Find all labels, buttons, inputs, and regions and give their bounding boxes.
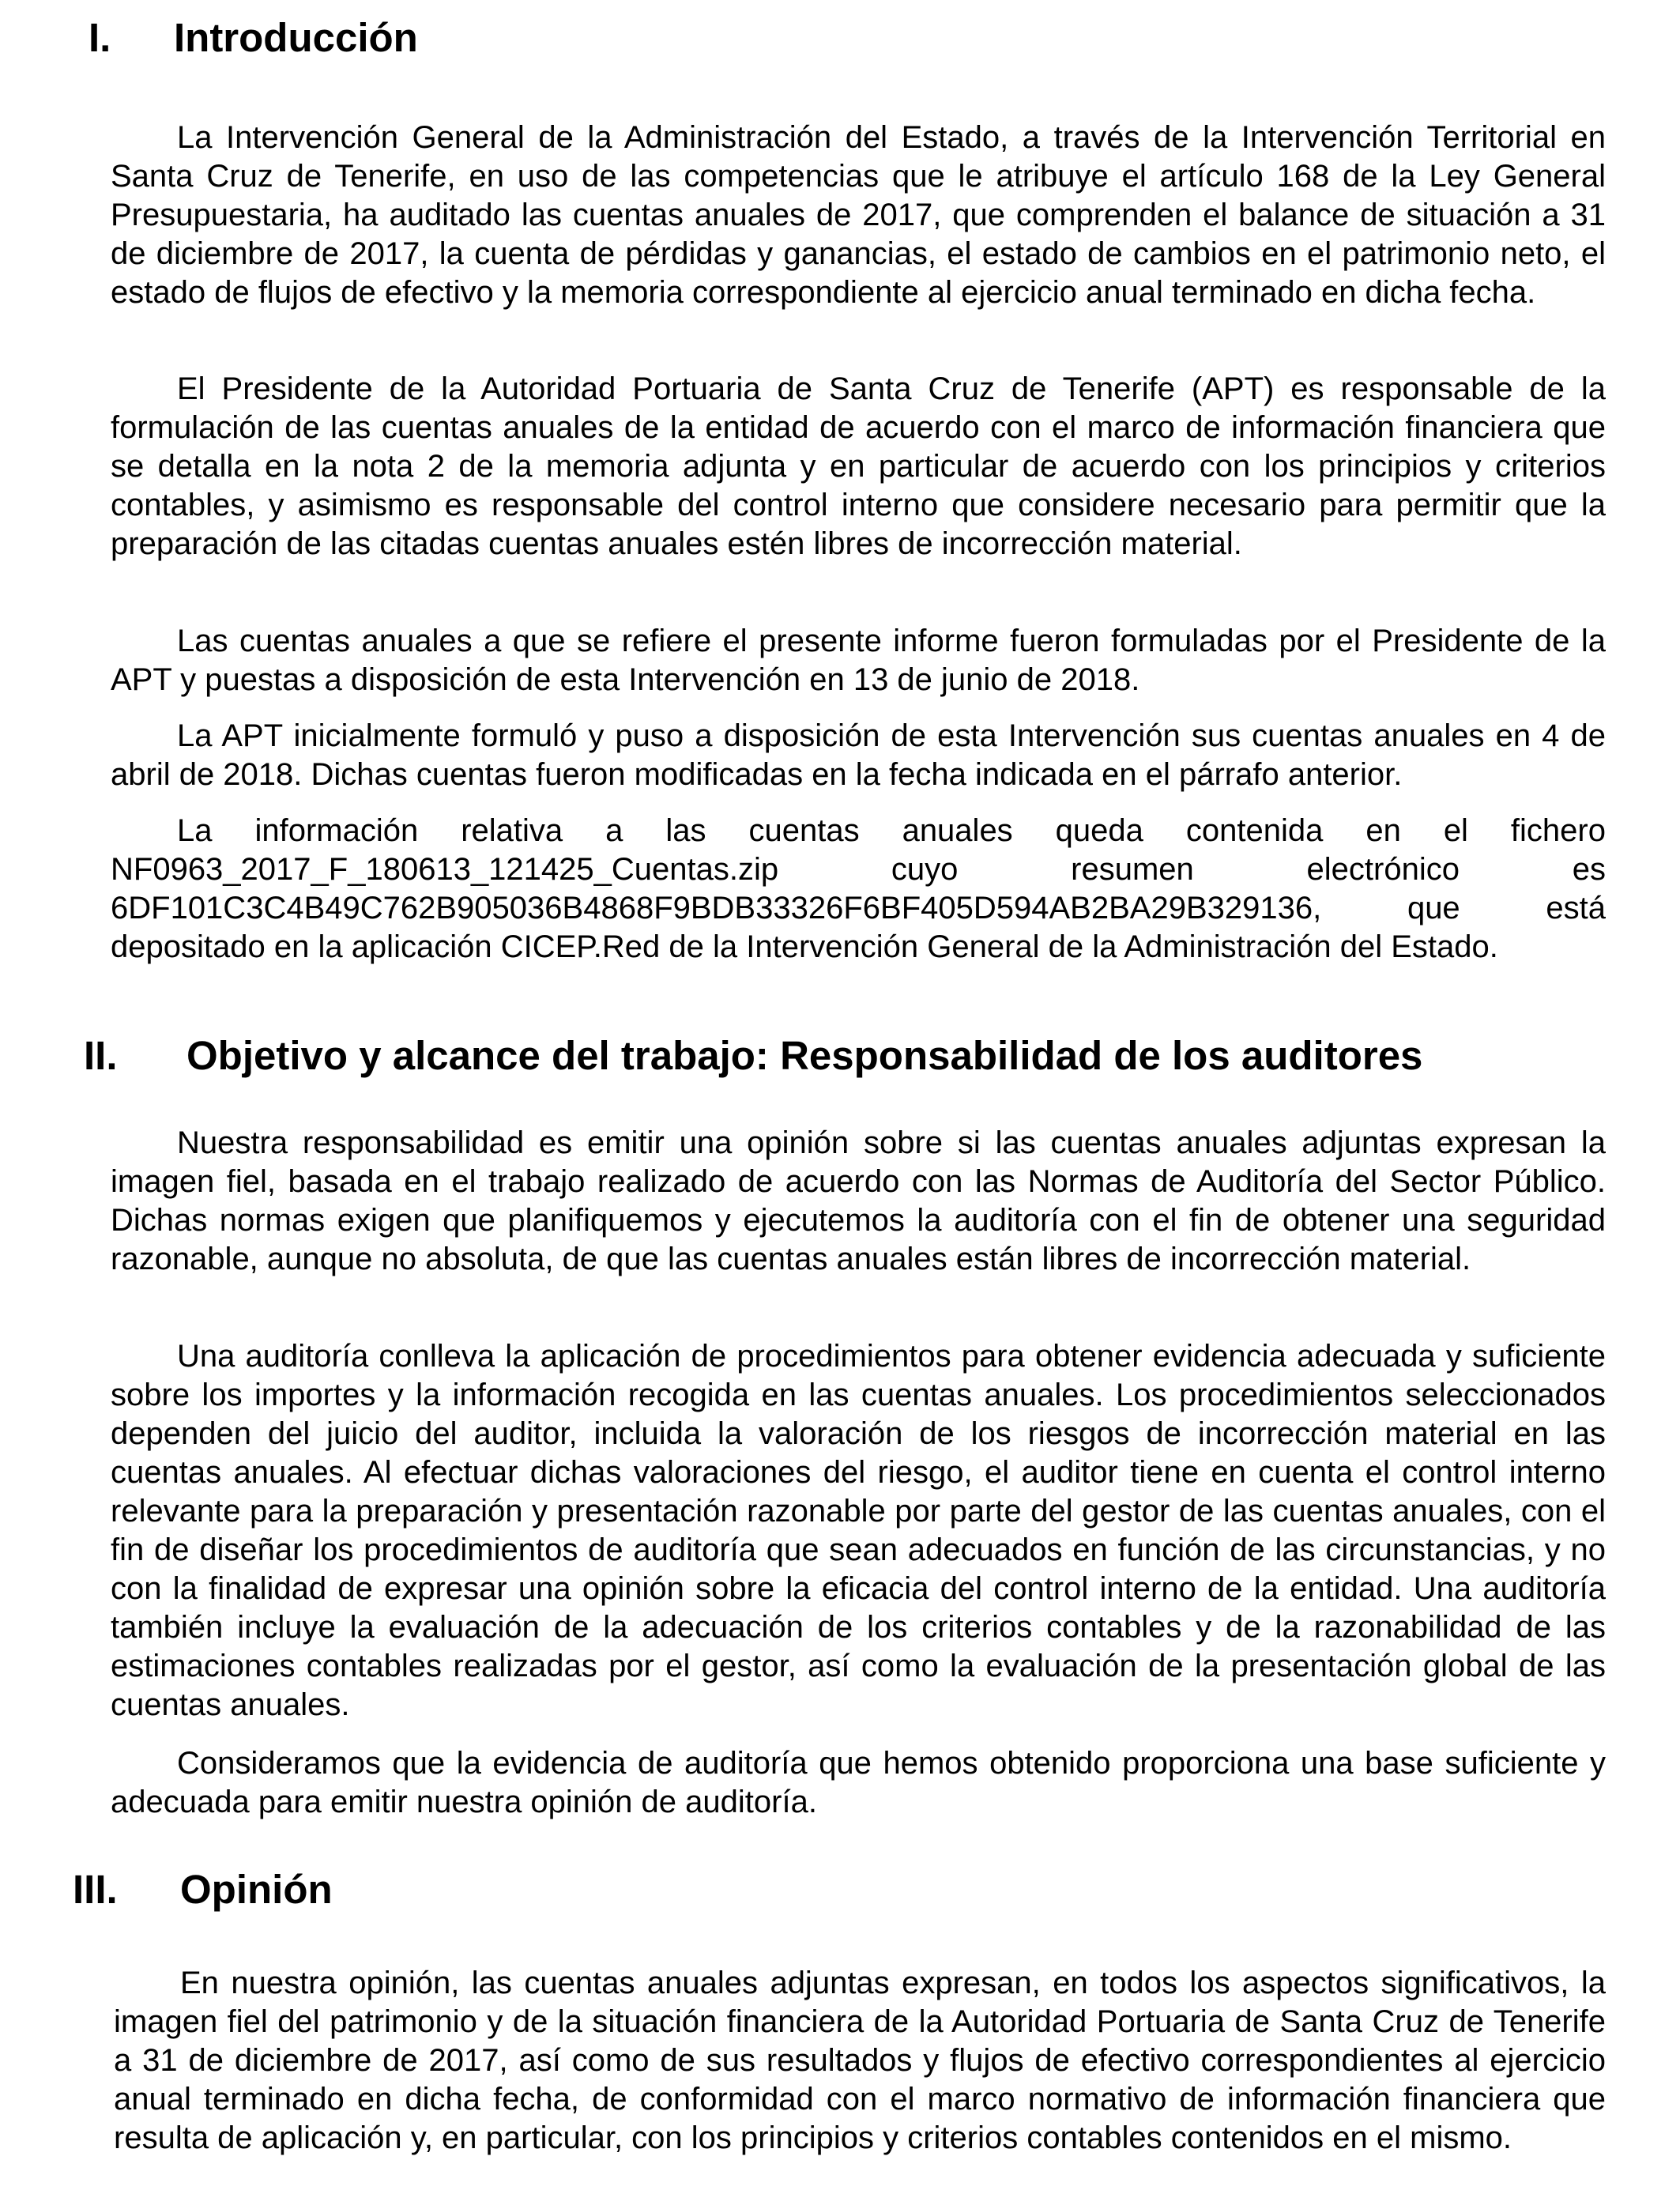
section-number: III.	[73, 1867, 118, 1912]
section-number: II.	[84, 1033, 118, 1078]
section-title: Introducción	[174, 15, 418, 60]
paragraph: Consideramos que la evidencia de auditoría que hemos obtenido proporciona una base suficiente y adecuada para emitir nuestra opinión de auditoría.	[111, 1746, 1606, 1819]
paragraph: Una auditoría conlleva la aplicación de procedimientos para obtener evidencia adecuada y suficiente sobre los importes y la información recogida en las cuentas anuales. Los procedimientos seleccionados dependen del juicio del auditor, incluida la valoración de los riesgos de incorrección material en las cuentas anuales. Al efectuar dichas valoraciones del riesgo, el auditor tiene en cuenta el control interno relevante para la preparación y presentación razonable por parte del gestor de las cuentas anuales, con el fin de diseñar los procedimientos de auditoría que sean adecuados en función de las circunstancias, y no con la finalidad de expresar una opinión sobre la eficacia del control interno de la entidad. Una auditoría también incluye la evaluación de la adecuación de los criterios contables y de la razonabilidad de las estimaciones contables realizadas por el gestor, así como la evaluación de la presentación global de las cuentas anuales.	[111, 1339, 1606, 1722]
paragraph: La APT inicialmente formuló y puso a disposición de esta Intervención sus cuentas anuales en 4 de abril de 2018. Dichas cuentas fueron modificadas en la fecha indicada en el párrafo anterior.	[111, 718, 1606, 792]
section-title: Opinión	[180, 1867, 333, 1912]
paragraph: El Presidente de la Autoridad Portuaria de Santa Cruz de Tenerife (APT) es responsable de la formulación de las cuentas anuales de la entidad de acuerdo con el marco de información financiera que se detalla en la nota 2 de la memoria adjunta y en particular de acuerdo con los principios y criterios contables, y asimismo es responsable del control interno que considere necesario para permitir que la preparación de las citadas cuentas anuales estén libres de incorrección material.	[111, 371, 1606, 561]
section-title: Objetivo y alcance del trabajo: Responsabilidad de los auditores	[186, 1033, 1423, 1078]
paragraph: La Intervención General de la Administración del Estado, a través de la Intervención Territorial en Santa Cruz de Tenerife, en uso de las competencias que le atribuye el artículo 168 de la Ley General Presupuestaria, ha auditado las cuentas anuales de 2017, que comprenden el balance de situación a 31 de diciembre de 2017, la cuenta de pérdidas y ganancias, el estado de cambios en el patrimonio neto, el estado de flujos de efectivo y la memoria correspondiente al ejercicio anual terminado en dicha fecha.	[111, 120, 1606, 310]
paragraph: Nuestra responsabilidad es emitir una opinión sobre si las cuentas anuales adjuntas expresan la imagen fiel, basada en el trabajo realizado de acuerdo con las Normas de Auditoría del Sector Público. Dichas normas exigen que planifiquemos y ejecutemos la auditoría con el fin de obtener una seguridad razonable, aunque no absoluta, de que las cuentas anuales están libres de incorrección material.	[111, 1125, 1606, 1276]
section-number: I.	[89, 15, 111, 60]
paragraph: La información relativa a las cuentas anuales queda contenida en el fichero NF0963_2017_F_180613_121425_Cuentas.zip cuyo resumen electrónico es 6DF101C3C4B49C762B905036B4868F9BDB33326F6BF405D594AB2BA29B329136, que está depositado en la aplicación CICEP.Red de la Intervención General de la Administración del Estado.	[111, 813, 1606, 964]
paragraph: Las cuentas anuales a que se refiere el presente informe fueron formuladas por el Presidente de la APT y puestas a disposición de esta Intervención en 13 de junio de 2018.	[111, 624, 1606, 697]
paragraph: En nuestra opinión, las cuentas anuales adjuntas expresan, en todos los aspectos significativos, la imagen fiel del patrimonio y de la situación financiera de la Autoridad Portuaria de Santa Cruz de Tenerife a 31 de diciembre de 2017, así como de sus resultados y flujos de efectivo correspondientes al ejercicio anual terminado en dicha fecha, de conformidad con el marco normativo de información financiera que resulta de aplicación y, en particular, con los principios y criterios contables contenidos en el mismo.	[114, 1966, 1606, 2155]
